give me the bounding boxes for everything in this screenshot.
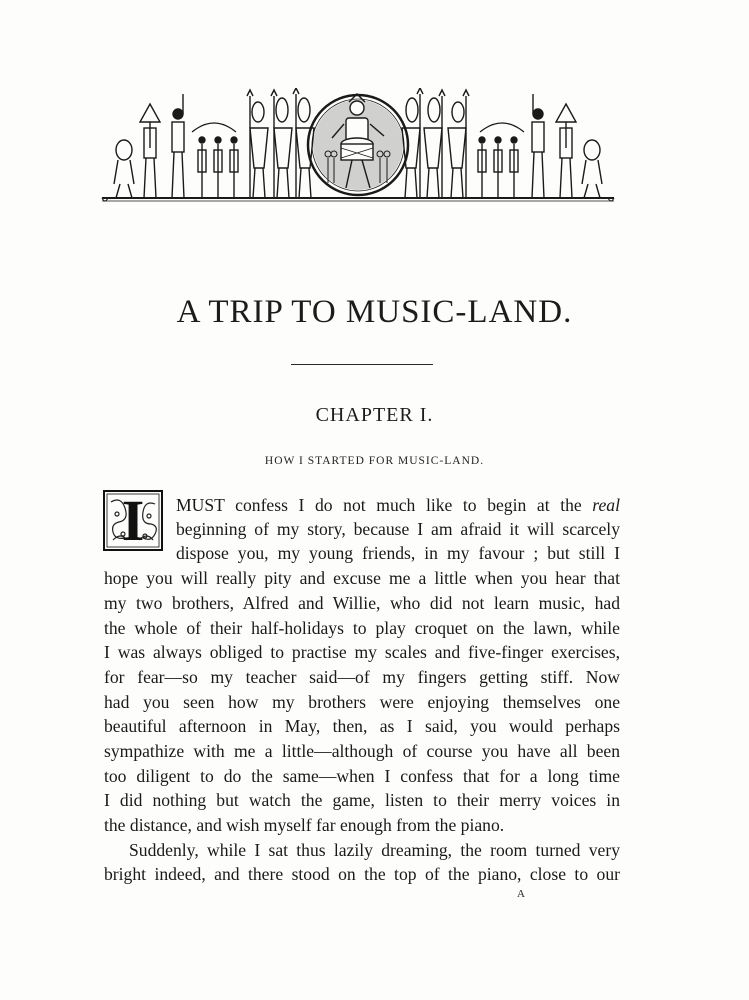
text-line: hope you will really pity and excuse me a little when you hear that <box>104 568 620 588</box>
text-line: sympathize with me a little—although of course you have all been <box>104 741 620 761</box>
chapter-heading: CHAPTER I. <box>315 404 434 426</box>
text-line: dispose you, my young friends, in my favour ; but still I <box>176 543 620 563</box>
drop-cap-letter: I <box>121 488 145 553</box>
chapter-subtitle: HOW I STARTED FOR MUSIC-LAND. <box>264 455 485 467</box>
italic-word: real <box>592 495 620 515</box>
title-divider <box>291 364 433 365</box>
text-line: I did nothing but watch the game, listen to their merry voices in <box>104 790 620 810</box>
text-line: I was always obliged to practise my scales and five-finger exercises, <box>104 642 620 662</box>
text-line: too diligent to do the same—when I confess that for a long time <box>104 766 620 786</box>
text-line-part: MUST confess I do not much like to begin at the <box>176 495 582 515</box>
text-line: my two brothers, Alfred and Willie, who did not learn music, had <box>104 593 620 613</box>
text-line: Suddenly, while I sat thus lazily dreaming, the room turned very <box>129 840 620 860</box>
header-illustration <box>100 88 616 206</box>
text-line: the whole of their half-holidays to play croquet on the lawn, while <box>104 618 620 638</box>
text-line: the distance, and wish myself far enough from the piano. <box>104 815 505 835</box>
text-line: beginning of my story, because I am afraid it will scarcely <box>176 519 620 539</box>
text-line: beautiful afternoon in May, then, as I said, you would perhaps <box>104 716 620 736</box>
page-title: A TRIP TO MUSIC-LAND. <box>176 294 573 330</box>
text-line: had you seen how my brothers were enjoying themselves one <box>104 692 620 712</box>
text-line: for fear—so my teacher said—of my fingers getting stiff. Now <box>104 667 620 687</box>
text-line <box>176 495 620 515</box>
signature-mark: A <box>517 888 526 900</box>
text-line: bright indeed, and there stood on the top of the piano, close to our <box>104 864 620 884</box>
drop-cap <box>103 490 163 551</box>
